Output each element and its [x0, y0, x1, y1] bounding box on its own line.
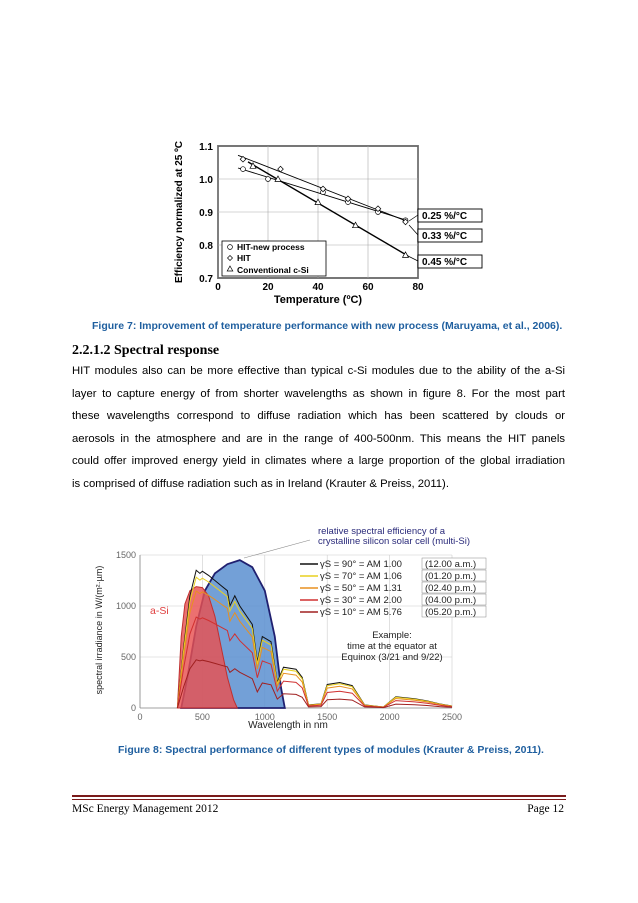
fig8-example-3: Equinox (3/21 and 9/22)	[341, 652, 443, 663]
fig7-ylabel: Efficiency normalized at 25 ºC	[174, 140, 185, 284]
fig8-legend-time: (02.40 p.m.)	[425, 583, 477, 594]
fig7-xtick: 0	[215, 282, 221, 293]
fig8-legend-time: (05.20 p.m.)	[425, 607, 477, 618]
paragraph-line: aerosols in the atmosphere and are in the range of 400-500nm. This means the HIT panels	[72, 432, 565, 445]
paragraph-line: HIT modules also can be more effective than typical c-Si modules due to the ability of the a-Si	[72, 365, 565, 377]
fig7-annot-2: 0.45 %/°C	[422, 257, 468, 268]
fig8-releff-2: crystalline silicon solar cell (multi-Si)	[318, 536, 471, 547]
fig8-ylabel: spectral irradiance in W/(m²·µm)	[94, 565, 104, 695]
footer-right: Page 12	[527, 803, 564, 815]
fig7-ytick: 0.8	[199, 241, 213, 252]
fig8-xtick: 1000	[254, 712, 275, 722]
paragraph-line: layer to capture energy of from shorter wavelengths as shown in figure 8. For the most part	[72, 387, 565, 400]
figure7-caption: Figure 7: Improvement of temperature performance with new process (Maruyama, et al., 2006).	[92, 320, 563, 332]
paragraph-line: could offer improved energy yield in climates where a large proportion of the global irradiation	[72, 455, 565, 468]
fig7-annotations	[408, 209, 482, 268]
fig8-legend-label: γS = 50° = AM 1.31	[320, 583, 402, 594]
fig8-ytick: 1000	[115, 601, 136, 611]
fig8-ytick: 0	[130, 703, 136, 713]
section-heading: 2.2.1.2 Spectral response	[72, 343, 220, 358]
fig8-xlabel: Wavelength in nm	[248, 720, 328, 731]
paragraph-line: is comprised of diffuse radiation such as in Ireland (Krauter & Preiss, 2011).	[72, 477, 449, 490]
fig7-xlabel: Temperature (ºC)	[273, 294, 363, 306]
fig8-xtick: 2000	[379, 712, 400, 722]
fig7-legend-2: Conventional c-Si	[237, 265, 309, 275]
fig7-ytick: 0.7	[199, 274, 213, 285]
fig7-legend-0: HIT-new process	[237, 242, 305, 252]
fig7-annot-0: 0.25 %/°C	[422, 211, 468, 222]
fig8-ytick: 1500	[115, 550, 136, 560]
footer-rule	[72, 795, 566, 797]
fig8-xtick: 500	[194, 712, 210, 722]
fig8-ytick: 500	[120, 652, 136, 662]
fig8-legend-label: γS = 90° = AM 1.00	[320, 559, 402, 570]
fig7-xtick: 40	[312, 282, 324, 293]
fig7-ytick: 1.0	[199, 175, 213, 186]
fig8-legend-label: γS = 10° = AM 5.76	[320, 607, 402, 618]
fig8-xtick: 2500	[441, 712, 463, 722]
fig7-ytick: 0.9	[199, 208, 213, 219]
fig7-xtick: 20	[262, 282, 274, 293]
fig7-xtick: 60	[362, 282, 374, 293]
fig7-xtick: 80	[412, 282, 424, 293]
fig8-legend-time: (01.20 p.m.)	[425, 571, 477, 582]
fig7-legend-1: HIT	[237, 253, 251, 263]
fig8-legend-time: (04.00 p.m.)	[425, 595, 477, 606]
fig8-legend-time: (12.00 a.m.)	[425, 559, 477, 570]
fig8-legend-label: γS = 30° = AM 2.00	[320, 595, 402, 606]
fig8-xtick: 1500	[317, 712, 338, 722]
fig7-point	[266, 177, 271, 182]
fig8-xtick: 0	[137, 712, 143, 722]
fig7-legend	[222, 241, 326, 276]
figure8-caption: Figure 8: Spectral performance of different types of modules (Krauter & Preiss, 2011).	[118, 744, 544, 756]
fig8-releff-1: relative spectral efficiency of a	[318, 526, 446, 537]
section-paragraph	[72, 360, 565, 496]
fig8-example-1: Example:	[372, 630, 412, 641]
paragraph-line: these wavelengths correspond to diffuse radiation which has been scattered by clouds or	[72, 410, 565, 423]
fig8-legend-label: γS = 70° = AM 1.06	[320, 571, 402, 582]
figure8-chart	[88, 520, 508, 735]
footer-left: MSc Energy Management 2012	[72, 803, 219, 815]
footer-rule-thin	[72, 799, 566, 800]
fig7-ytick: 1.1	[199, 142, 213, 153]
fig8-asi-label: a-Si	[150, 605, 169, 617]
fig8-example-2: time at the equator at	[347, 641, 437, 652]
fig7-point	[241, 167, 246, 172]
fig7-annot-1: 0.33 %/°C	[422, 231, 468, 242]
figure7-chart	[168, 135, 498, 310]
fig8-legend	[300, 558, 486, 618]
